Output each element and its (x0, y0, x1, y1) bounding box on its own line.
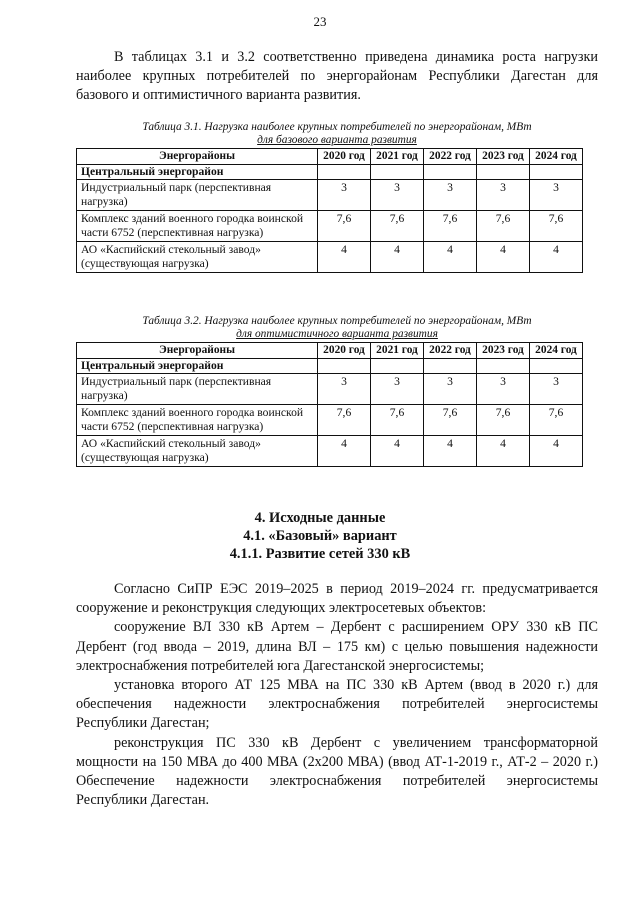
table-cell (318, 359, 371, 374)
table1 (76, 148, 583, 273)
table-cell: 7,6 (477, 405, 530, 436)
table-cell: 3 (424, 374, 477, 405)
table-row-name: Индустриальный парк (перспективная нагрузка) (77, 180, 318, 211)
table-cell: 3 (318, 180, 371, 211)
table-row-name: Комплекс зданий военного городка воинской части 6752 (перспективная нагрузка) (77, 211, 318, 242)
table2-caption-line1: Таблица 3.2. Нагрузка наиболее крупных потребителей по энергорайонам, МВт (142, 315, 532, 327)
table1-caption (76, 121, 598, 147)
table-cell: 7,6 (530, 211, 583, 242)
table-cell: 4 (424, 436, 477, 467)
table-cell: 7,6 (424, 405, 477, 436)
table1-header-year: 2020 год (318, 149, 371, 165)
table-cell: 4 (530, 436, 583, 467)
table-cell (424, 359, 477, 374)
section-heading-4: 4. Исходные данные (254, 510, 386, 526)
table-cell (530, 165, 583, 180)
table-cell: 3 (371, 180, 424, 211)
table2-header-year: 2022 год (424, 343, 477, 359)
table-cell (371, 359, 424, 374)
page-number: 23 (313, 14, 327, 29)
table-cell: 7,6 (371, 405, 424, 436)
table-cell: 3 (371, 374, 424, 405)
body-text (76, 580, 598, 810)
body-paragraph: сооружение ВЛ 330 кВ Артем – Дербент с расширением ОРУ 330 кВ ПС Дербент (год ввода – 2019, длина ВЛ – 175 км) с целью повышения надежности электроснабжения потребителей юга Дагестанской энергосистемы; (76, 619, 598, 674)
section-heading-4-1-1: 4.1.1. Развитие сетей 330 кВ (229, 546, 411, 562)
table-cell: 4 (477, 242, 530, 273)
body-paragraph: реконструкция ПС 330 кВ Дербент с увеличением трансформаторной мощности на 150 МВА до 400 МВА (2х200 МВА) (ввод АТ-1-2019 г., АТ-2 – 2020 г.) Обеспечение надежности электроснабжения потребителей энергосистемы Республики Дагестан. (76, 734, 598, 809)
table2-header-year: 2023 год (477, 343, 530, 359)
table-cell: 3 (530, 180, 583, 211)
table-cell (318, 165, 371, 180)
table-row (77, 180, 583, 211)
table1-caption-line2: для базового варианта развития (257, 134, 417, 146)
table1-header-region: Энергорайоны (77, 149, 318, 165)
table2-section-label: Центральный энергорайон (77, 359, 318, 374)
body-paragraph: Согласно СиПР ЕЭС 2019–2025 в период 2019–2024 гг. предусматривается сооружение и реконструкция следующих электросетевых объектов: (76, 581, 598, 617)
table1-caption-line1: Таблица 3.1. Нагрузка наиболее крупных потребителей по энергорайонам, МВт (142, 121, 532, 133)
table-row (77, 405, 583, 436)
table-row (77, 374, 583, 405)
table-cell: 7,6 (477, 211, 530, 242)
section-heading-4-1: 4.1. «Базовый» вариант (243, 528, 397, 544)
table-row-name: Комплекс зданий военного городка воинской части 6752 (перспективная нагрузка) (77, 405, 318, 436)
table1-header-year: 2022 год (424, 149, 477, 165)
table-cell: 3 (477, 180, 530, 211)
table-cell: 7,6 (424, 211, 477, 242)
table1-header-year: 2023 год (477, 149, 530, 165)
table2-header-region: Энергорайоны (77, 343, 318, 359)
table1-section-label: Центральный энергорайон (77, 165, 318, 180)
table-cell (477, 165, 530, 180)
table-cell: 7,6 (318, 405, 371, 436)
table-cell: 4 (477, 436, 530, 467)
table-cell: 4 (371, 436, 424, 467)
table-cell: 7,6 (318, 211, 371, 242)
table1-header-row (77, 149, 583, 165)
table-cell: 4 (318, 242, 371, 273)
table-cell: 4 (530, 242, 583, 273)
table-cell (530, 359, 583, 374)
table2-caption (76, 315, 598, 341)
table2-header-year: 2021 год (371, 343, 424, 359)
table2-header-year: 2024 год (530, 343, 583, 359)
table-row (77, 211, 583, 242)
table-cell: 4 (371, 242, 424, 273)
table-cell: 3 (530, 374, 583, 405)
table1-header-year: 2024 год (530, 149, 583, 165)
table2-caption-line2: для оптимистичного варианта развития (236, 328, 438, 340)
table-row-name: АО «Каспийский стекольный завод» (существующая нагрузка) (77, 436, 318, 467)
table2-header-year: 2020 год (318, 343, 371, 359)
table-cell: 4 (318, 436, 371, 467)
intro-paragraph: В таблицах 3.1 и 3.2 соответственно приведена динамика роста нагрузки наиболее крупных потребителей по энергорайонам Республики Дагестан для базового и оптимистичного варианта развития. (76, 49, 598, 103)
table-cell: 3 (424, 180, 477, 211)
table-cell: 3 (477, 374, 530, 405)
table-cell: 3 (318, 374, 371, 405)
table1-section-row (77, 165, 583, 180)
table-cell (424, 165, 477, 180)
table-cell: 7,6 (530, 405, 583, 436)
table-cell (371, 165, 424, 180)
table-cell: 7,6 (371, 211, 424, 242)
table-row-name: Индустриальный парк (перспективная нагрузка) (77, 374, 318, 405)
table-row (77, 436, 583, 467)
body-paragraph: установка второго АТ 125 МВА на ПС 330 кВ Артем (ввод в 2020 г.) для обеспечения надежности электроснабжения потребителей энергосистемы Республики Дагестан; (76, 677, 598, 732)
table2-section-row (77, 359, 583, 374)
table-row-name: АО «Каспийский стекольный завод» (существующая нагрузка) (77, 242, 318, 273)
table1-header-year: 2021 год (371, 149, 424, 165)
table-row (77, 242, 583, 273)
table-cell: 4 (424, 242, 477, 273)
table2-header-row (77, 343, 583, 359)
table-cell (477, 359, 530, 374)
table2 (76, 342, 583, 467)
